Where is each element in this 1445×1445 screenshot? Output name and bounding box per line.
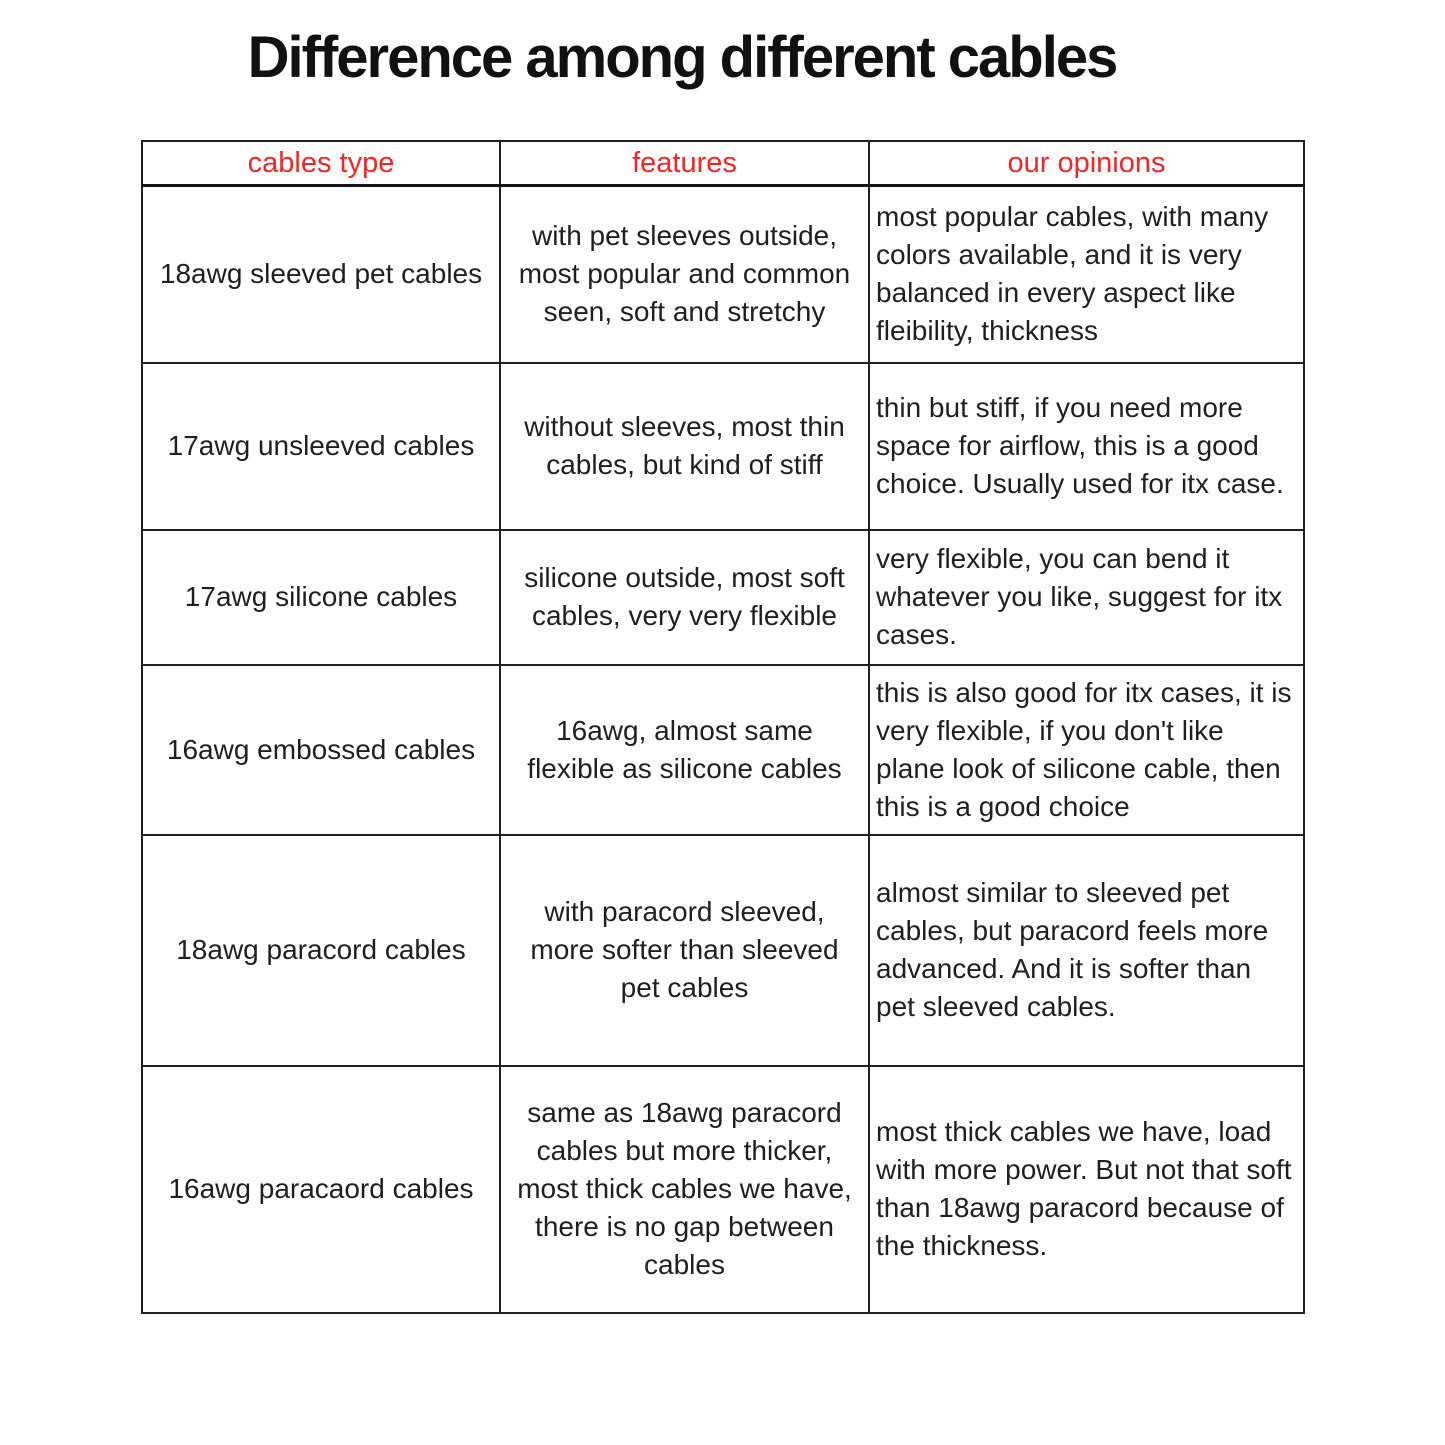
cell-opinion: thin but stiff, if you need more space for airflow, this is a good choice. Usually used for itx case. [869, 363, 1304, 530]
header-row [142, 141, 1304, 186]
header-features: features [500, 141, 869, 186]
page-title: Difference among different cables [247, 25, 1117, 90]
table-row [142, 665, 1304, 835]
table-row [142, 363, 1304, 530]
cell-opinion: most thick cables we have, load with more power. But not that soft than 18awg paracord because of the thickness. [869, 1066, 1304, 1313]
cell-cable-type: 16awg embossed cables [142, 665, 500, 835]
cell-features: with pet sleeves outside, most popular and common seen, soft and stretchy [500, 186, 869, 363]
cell-features: without sleeves, most thin cables, but kind of stiff [500, 363, 869, 530]
table-row [142, 530, 1304, 665]
table-row [142, 186, 1304, 363]
cell-cable-type: 17awg unsleeved cables [142, 363, 500, 530]
cell-opinion: most popular cables, with many colors available, and it is very balanced in every aspect like fleibility, thickness [869, 186, 1304, 363]
cell-opinion: very flexible, you can bend it whatever you like, suggest for itx cases. [869, 530, 1304, 665]
cell-cable-type: 18awg sleeved pet cables [142, 186, 500, 363]
header-cables-type: cables type [142, 141, 500, 186]
cell-features: 16awg, almost same flexible as silicone cables [500, 665, 869, 835]
table-row [142, 1066, 1304, 1313]
cell-cable-type: 16awg paracaord cables [142, 1066, 500, 1313]
cell-opinion: almost similar to sleeved pet cables, but paracord feels more advanced. And it is softer than pet sleeved cables. [869, 835, 1304, 1066]
cell-cable-type: 18awg paracord cables [142, 835, 500, 1066]
cell-features: silicone outside, most soft cables, very very flexible [500, 530, 869, 665]
cell-opinion: this is also good for itx cases, it is very flexible, if you don't like plane look of silicone cable, then this is a good choice [869, 665, 1304, 835]
cables-comparison-table [141, 140, 1305, 1314]
cell-features: with paracord sleeved, more softer than sleeved pet cables [500, 835, 869, 1066]
cell-features: same as 18awg paracord cables but more thicker, most thick cables we have, there is no gap between cables [500, 1066, 869, 1313]
header-our-opinions: our opinions [869, 141, 1304, 186]
cell-cable-type: 17awg silicone cables [142, 530, 500, 665]
table-row [142, 835, 1304, 1066]
